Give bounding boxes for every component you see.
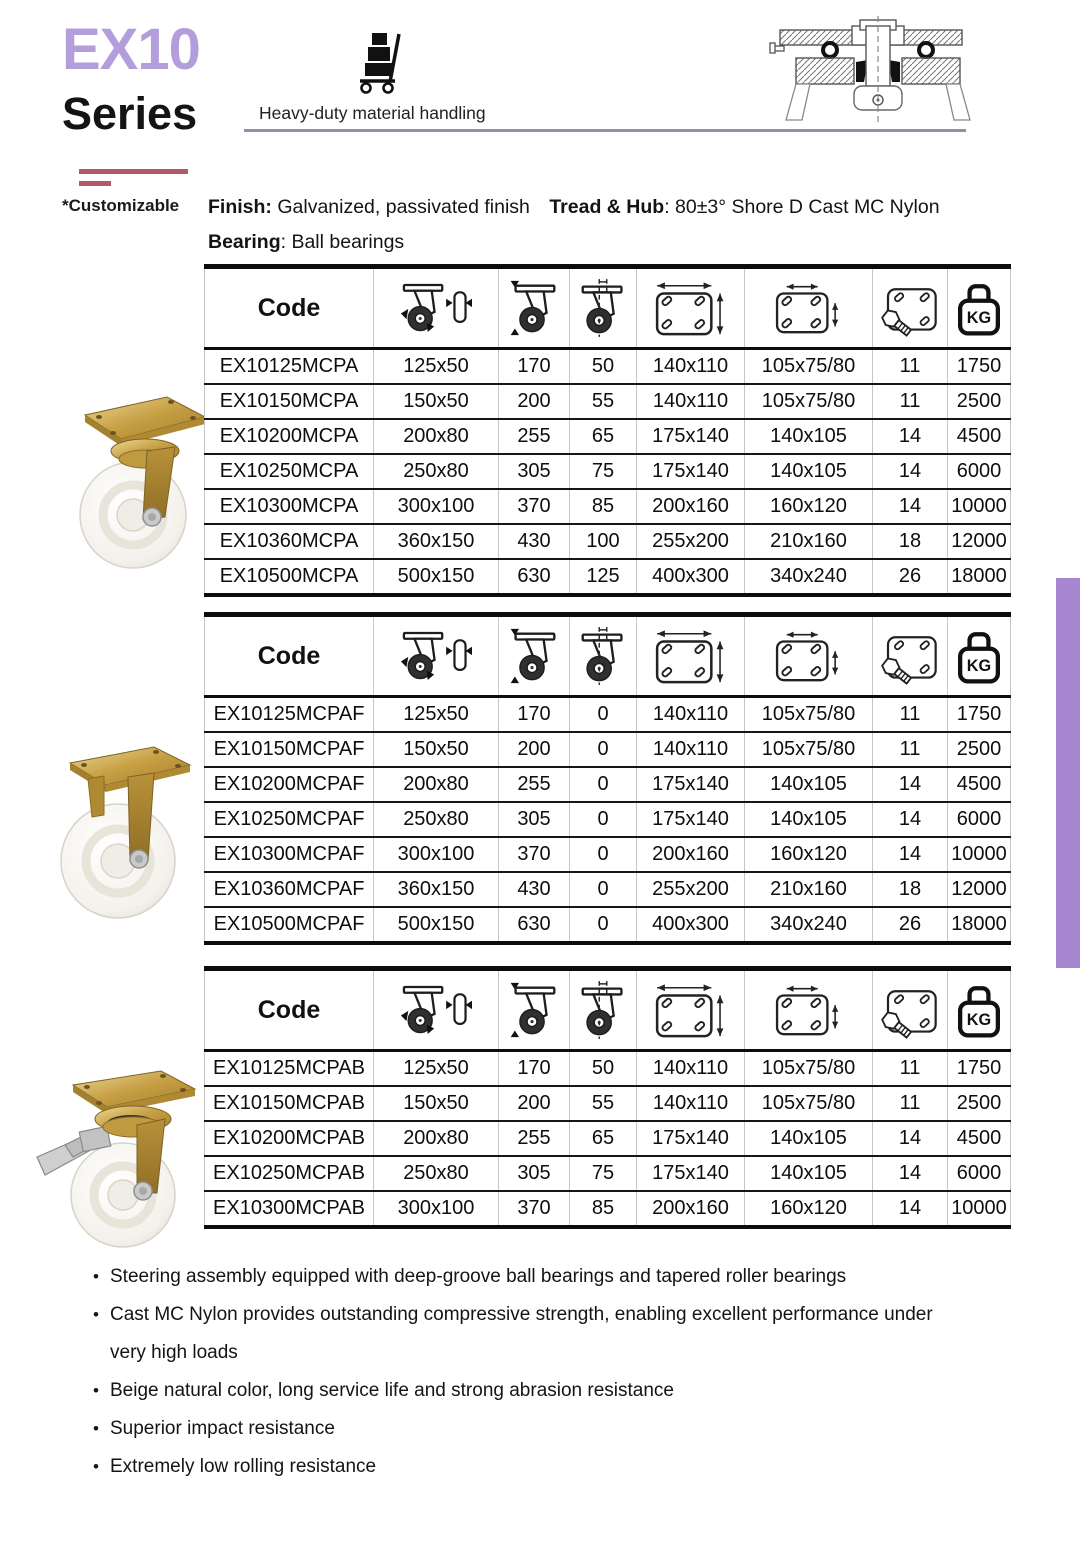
spec-cell: 14 — [873, 767, 948, 802]
spec-cell: 200x80 — [374, 767, 499, 802]
spec-cell: 160x120 — [745, 1191, 873, 1227]
spec-cell: 140x110 — [637, 732, 745, 767]
spec-cell: 0 — [570, 732, 637, 767]
spec-cell: 500x150 — [374, 907, 499, 943]
spec-cell: 170 — [499, 697, 570, 733]
spec-cell: 370 — [499, 489, 570, 524]
spec-cell: 200x160 — [637, 489, 745, 524]
spec-cell: 175x140 — [637, 454, 745, 489]
spec-cell: 500x150 — [374, 559, 499, 595]
product-code-cell: EX10150MCPA — [205, 384, 374, 419]
load-capacity-kg-icon — [960, 988, 998, 1035]
product-code-cell: EX10250MCPA — [205, 454, 374, 489]
spec-cell: 200 — [499, 384, 570, 419]
spec-summary — [208, 190, 1008, 260]
spec-cell: 11 — [873, 697, 948, 733]
spec-cell: 400x300 — [637, 559, 745, 595]
spec-cell: 170 — [499, 1051, 570, 1087]
spec-cell: 370 — [499, 1191, 570, 1227]
spec-cell: 14 — [873, 837, 948, 872]
swivel-offset-icon — [583, 981, 622, 1039]
feature-item: • Cast MC Nylon provides outstanding compressive strength, enabling excellent performance under very high loads — [93, 1296, 973, 1372]
spec-cell: 11 — [873, 384, 948, 419]
spec-row — [205, 907, 1011, 943]
spec-cell: 255 — [499, 1121, 570, 1156]
spec-cell: 250x80 — [374, 802, 499, 837]
product-code-cell: EX10150MCPAB — [205, 1086, 374, 1121]
spec-cell: 4500 — [948, 419, 1011, 454]
spec-cell: 6000 — [948, 454, 1011, 489]
product-code-cell: EX10250MCPAF — [205, 802, 374, 837]
spec-cell: 100 — [570, 524, 637, 559]
spec-row — [205, 1086, 1011, 1121]
swivel-offset-column-header — [570, 267, 637, 349]
feature-item: • Steering assembly equipped with deep-groove ball bearings and tapered roller bearings — [93, 1258, 973, 1296]
caster-cross-section-drawing — [768, 16, 973, 124]
bearing-label: Bearing — [208, 231, 281, 253]
spec-cell: 150x50 — [374, 384, 499, 419]
product-code-cell: EX10125MCPAF — [205, 697, 374, 733]
wheel-size-column-header — [374, 969, 499, 1051]
tagline: Heavy-duty material handling — [259, 103, 486, 123]
spec-cell: 125x50 — [374, 697, 499, 733]
bolt-hole-spacing-column-header — [745, 969, 873, 1051]
spec-cell: 125 — [570, 559, 637, 595]
bearing-value: : Ball bearings — [280, 231, 405, 253]
mount-height-icon — [511, 629, 555, 683]
spec-cell: 140x105 — [745, 454, 873, 489]
spec-cell: 1750 — [948, 697, 1011, 733]
spec-cell: 630 — [499, 907, 570, 943]
bolt-diameter-icon — [880, 289, 936, 337]
spec-cell: 10000 — [948, 1191, 1011, 1227]
spec-cell: 85 — [570, 489, 637, 524]
spec-cell: 6000 — [948, 802, 1011, 837]
series-label: Series — [62, 88, 198, 139]
spec-row — [205, 1051, 1011, 1087]
spec-cell: 305 — [499, 454, 570, 489]
brand-rule — [79, 169, 188, 174]
spec-cell: 55 — [570, 1086, 637, 1121]
spec-cell: 175x140 — [637, 1121, 745, 1156]
spec-cell: 14 — [873, 1156, 948, 1191]
spec-table-swivel — [204, 264, 1011, 597]
spec-cell: 105x75/80 — [745, 732, 873, 767]
spec-cell: 125x50 — [374, 349, 499, 385]
spec-cell: 140x110 — [637, 1051, 745, 1087]
spec-row — [205, 349, 1011, 385]
spec-cell: 200 — [499, 1086, 570, 1121]
fixed-caster-photo — [42, 735, 207, 930]
product-code-cell: EX10150MCPAF — [205, 732, 374, 767]
spec-cell: 14 — [873, 454, 948, 489]
spec-cell: 255x200 — [637, 524, 745, 559]
product-code-cell: EX10125MCPA — [205, 349, 374, 385]
spec-cell: 140x110 — [637, 384, 745, 419]
spec-cell: 200x80 — [374, 1121, 499, 1156]
spec-cell: 200x80 — [374, 419, 499, 454]
spec-cell: 55 — [570, 384, 637, 419]
spec-row — [205, 697, 1011, 733]
hand-truck-icon — [348, 30, 410, 94]
spec-cell: 2500 — [948, 732, 1011, 767]
spec-row — [205, 732, 1011, 767]
bolt-diameter-column-header — [873, 969, 948, 1051]
spec-cell: 360x150 — [374, 872, 499, 907]
bolt-hole-spacing-column-header — [745, 615, 873, 697]
spec-cell: 340x240 — [745, 559, 873, 595]
product-code-cell: EX10300MCPAF — [205, 837, 374, 872]
spec-row — [205, 872, 1011, 907]
plate-size-column-header — [637, 615, 745, 697]
feature-item: • Beige natural color, long service life and strong abrasion resistance — [93, 1372, 973, 1410]
customizable-note: *Customizable — [62, 196, 180, 215]
spec-cell: 140x110 — [637, 697, 745, 733]
spec-cell: 0 — [570, 837, 637, 872]
brake-caster-photo — [25, 1063, 220, 1258]
spec-row — [205, 837, 1011, 872]
spec-cell: 140x105 — [745, 767, 873, 802]
spec-cell: 11 — [873, 1086, 948, 1121]
spec-cell: 160x120 — [745, 489, 873, 524]
spec-cell: 630 — [499, 559, 570, 595]
spec-cell: 0 — [570, 802, 637, 837]
spec-cell: 175x140 — [637, 802, 745, 837]
spec-cell: 10000 — [948, 837, 1011, 872]
spec-cell: 210x160 — [745, 872, 873, 907]
tread-hub-value: : 80±3° Shore D Cast MC Nylon — [664, 196, 940, 218]
spec-cell: 250x80 — [374, 454, 499, 489]
swivel-offset-column-header — [570, 969, 637, 1051]
spec-cell: 18 — [873, 872, 948, 907]
wheel-size-icon — [401, 987, 472, 1034]
plate-size-icon — [657, 630, 723, 682]
spec-cell: 255x200 — [637, 872, 745, 907]
spec-cell: 125x50 — [374, 1051, 499, 1087]
spec-cell: 200 — [499, 732, 570, 767]
wheel-size-column-header — [374, 615, 499, 697]
spec-cell: 0 — [570, 767, 637, 802]
spec-cell: 160x120 — [745, 837, 873, 872]
spec-row — [205, 1121, 1011, 1156]
spec-cell: 105x75/80 — [745, 697, 873, 733]
wheel-size-icon — [401, 285, 472, 332]
tread-hub-label: Tread & Hub — [549, 196, 665, 218]
spec-cell: 11 — [873, 732, 948, 767]
spec-cell: 105x75/80 — [745, 384, 873, 419]
spec-cell: 2500 — [948, 384, 1011, 419]
header-row — [205, 615, 1011, 697]
product-code-cell: EX10250MCPAB — [205, 1156, 374, 1191]
code-column-header: Code — [205, 969, 374, 1051]
spec-row — [205, 1156, 1011, 1191]
bolt-hole-spacing-icon — [777, 986, 838, 1035]
spec-cell: 0 — [570, 697, 637, 733]
spec-cell: 210x160 — [745, 524, 873, 559]
spec-cell: 18 — [873, 524, 948, 559]
product-code-cell: EX10500MCPA — [205, 559, 374, 595]
spec-row — [205, 559, 1011, 595]
spec-cell: 175x140 — [637, 419, 745, 454]
spec-cell: 305 — [499, 802, 570, 837]
spec-cell: 430 — [499, 524, 570, 559]
swivel-offset-icon — [583, 627, 622, 685]
bolt-diameter-icon — [880, 991, 936, 1039]
spec-cell: 140x105 — [745, 802, 873, 837]
spec-cell: 255 — [499, 767, 570, 802]
spec-cell: 14 — [873, 419, 948, 454]
product-code-cell: EX10200MCPAF — [205, 767, 374, 802]
spec-cell: 105x75/80 — [745, 349, 873, 385]
spec-cell: 6000 — [948, 1156, 1011, 1191]
product-code-cell: EX10200MCPAB — [205, 1121, 374, 1156]
spec-row — [205, 489, 1011, 524]
spec-row — [205, 454, 1011, 489]
spec-cell: 400x300 — [637, 907, 745, 943]
spec-cell: 12000 — [948, 524, 1011, 559]
mount-height-column-header — [499, 969, 570, 1051]
tagline-underline — [244, 129, 966, 132]
load-capacity-column-header — [948, 615, 1011, 697]
spec-cell: 175x140 — [637, 1156, 745, 1191]
spec-cell: 0 — [570, 907, 637, 943]
plate-size-column-header — [637, 267, 745, 349]
mount-height-column-header — [499, 615, 570, 697]
bolt-diameter-column-header — [873, 615, 948, 697]
finish-label: Finish: — [208, 196, 272, 218]
plate-size-icon — [657, 984, 723, 1036]
bolt-diameter-icon — [880, 637, 936, 685]
spec-cell: 4500 — [948, 767, 1011, 802]
code-column-header: Code — [205, 615, 374, 697]
spec-cell: 75 — [570, 1156, 637, 1191]
spec-cell: 65 — [570, 419, 637, 454]
spec-cell: 0 — [570, 872, 637, 907]
spec-cell: 255 — [499, 419, 570, 454]
swivel-offset-icon — [583, 279, 622, 337]
spec-cell: 140x110 — [637, 1086, 745, 1121]
wheel-size-icon — [401, 633, 472, 680]
spec-cell: 85 — [570, 1191, 637, 1227]
spec-cell: 14 — [873, 489, 948, 524]
series-code: EX10 — [62, 17, 200, 82]
spec-cell: 26 — [873, 559, 948, 595]
header-row — [205, 969, 1011, 1051]
spec-cell: 360x150 — [374, 524, 499, 559]
bolt-hole-spacing-icon — [777, 632, 838, 681]
spec-cell: 175x140 — [637, 767, 745, 802]
spec-cell: 50 — [570, 349, 637, 385]
swivel-caster-photo — [55, 385, 215, 580]
spec-row — [205, 802, 1011, 837]
spec-cell: 340x240 — [745, 907, 873, 943]
brand-rule-short — [79, 181, 111, 186]
load-capacity-kg-icon — [960, 286, 998, 333]
spec-line-2 — [208, 225, 1008, 260]
spec-cell: 150x50 — [374, 732, 499, 767]
spec-cell: 14 — [873, 1121, 948, 1156]
swivel-offset-column-header — [570, 615, 637, 697]
spec-cell: 65 — [570, 1121, 637, 1156]
spec-cell: 150x50 — [374, 1086, 499, 1121]
spec-cell: 18000 — [948, 907, 1011, 943]
spec-cell: 140x110 — [637, 349, 745, 385]
spec-row — [205, 524, 1011, 559]
load-capacity-column-header — [948, 969, 1011, 1051]
spec-cell: 11 — [873, 349, 948, 385]
spec-cell: 140x105 — [745, 1156, 873, 1191]
mount-height-column-header — [499, 267, 570, 349]
spec-cell: 300x100 — [374, 1191, 499, 1227]
spec-cell: 11 — [873, 1051, 948, 1087]
spec-cell: 200x160 — [637, 837, 745, 872]
spec-table-fixed — [204, 612, 1011, 945]
plate-size-icon — [657, 282, 723, 334]
load-capacity-kg-icon — [960, 634, 998, 681]
wheel-size-column-header — [374, 267, 499, 349]
bolt-diameter-column-header — [873, 267, 948, 349]
spec-cell: 10000 — [948, 489, 1011, 524]
spec-cell: 18000 — [948, 559, 1011, 595]
product-code-cell: EX10125MCPAB — [205, 1051, 374, 1087]
spec-cell: 12000 — [948, 872, 1011, 907]
bolt-hole-spacing-icon — [777, 284, 838, 333]
spec-cell: 105x75/80 — [745, 1086, 873, 1121]
spec-cell: 170 — [499, 349, 570, 385]
feature-item: • Extremely low rolling resistance — [93, 1448, 973, 1486]
spec-cell: 26 — [873, 907, 948, 943]
header-row — [205, 267, 1011, 349]
feature-item: • Superior impact resistance — [93, 1410, 973, 1448]
spec-cell: 300x100 — [374, 837, 499, 872]
spec-cell: 75 — [570, 454, 637, 489]
spec-cell: 4500 — [948, 1121, 1011, 1156]
spec-row — [205, 767, 1011, 802]
spec-row — [205, 419, 1011, 454]
spec-cell: 300x100 — [374, 489, 499, 524]
side-accent-bar — [1056, 578, 1080, 968]
spec-cell: 14 — [873, 802, 948, 837]
mount-height-icon — [511, 983, 555, 1037]
spec-table-brake — [204, 966, 1011, 1229]
code-column-header: Code — [205, 267, 374, 349]
load-capacity-column-header — [948, 267, 1011, 349]
spec-cell: 250x80 — [374, 1156, 499, 1191]
spec-line-1 — [208, 190, 1008, 225]
spec-cell: 140x105 — [745, 1121, 873, 1156]
spec-cell: 1750 — [948, 1051, 1011, 1087]
product-code-cell: EX10300MCPA — [205, 489, 374, 524]
product-code-cell: EX10500MCPAF — [205, 907, 374, 943]
spec-cell: 50 — [570, 1051, 637, 1087]
spec-cell: 1750 — [948, 349, 1011, 385]
feature-list — [93, 1258, 973, 1486]
plate-size-column-header — [637, 969, 745, 1051]
product-code-cell: EX10200MCPA — [205, 419, 374, 454]
bolt-hole-spacing-column-header — [745, 267, 873, 349]
product-code-cell: EX10360MCPA — [205, 524, 374, 559]
spec-row — [205, 384, 1011, 419]
product-code-cell: EX10360MCPAF — [205, 872, 374, 907]
spec-cell: 430 — [499, 872, 570, 907]
spec-cell: 200x160 — [637, 1191, 745, 1227]
spec-cell: 140x105 — [745, 419, 873, 454]
spec-cell: 305 — [499, 1156, 570, 1191]
finish-value: Galvanized, passivated finish — [277, 196, 530, 218]
spec-row — [205, 1191, 1011, 1227]
mount-height-icon — [511, 281, 555, 335]
spec-cell: 2500 — [948, 1086, 1011, 1121]
spec-cell: 370 — [499, 837, 570, 872]
product-code-cell: EX10300MCPAB — [205, 1191, 374, 1227]
spec-cell: 14 — [873, 1191, 948, 1227]
spec-cell: 105x75/80 — [745, 1051, 873, 1087]
